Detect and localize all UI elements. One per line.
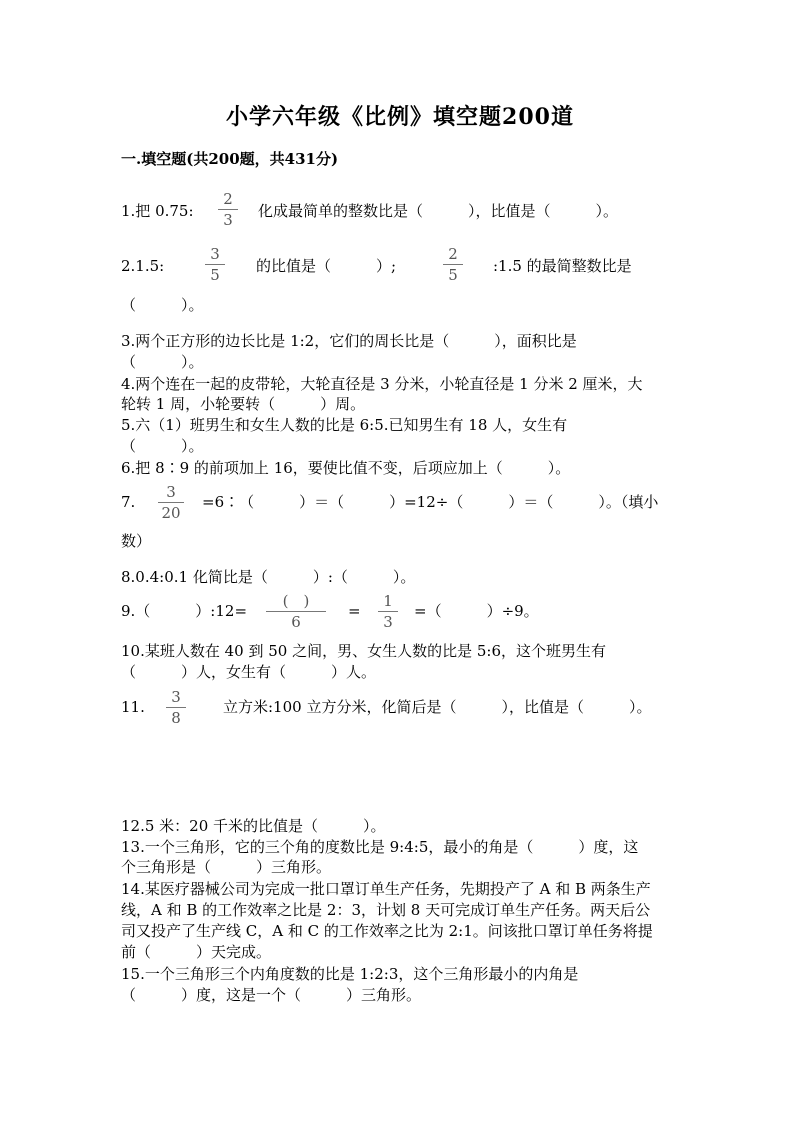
q2-fraction-1-bar xyxy=(205,264,225,265)
q9-fraction-1-denominator: 6 xyxy=(291,613,301,631)
q7-text: =6∶（ ）＝（ ）=12÷（ ）＝（ ）。（填小 xyxy=(202,493,659,511)
q12-line-1: 12.5 米：20 千米的比值是（ ）。 xyxy=(121,817,386,835)
q2-line-2: （ ）。 xyxy=(121,296,204,314)
q1-fraction-denominator: 3 xyxy=(223,211,233,229)
q4-line-1: 4.两个连在一起的皮带轮，大轮直径是 3 分米，小轮直径是 1 分米 2 厘米，大 xyxy=(121,375,643,393)
q7-fraction xyxy=(158,483,184,522)
q14-line-3: 司又投产了生产线 C，A 和 C 的工作效率之比为 2:1。问该批口罩订单任务将提 xyxy=(121,922,653,940)
q14-line-2: 线，A 和 B 的工作效率之比是 2：3，计划 8 天可完成订单生产任务。两天后公 xyxy=(121,901,651,919)
q9-prefix: 9.（ ）:12= xyxy=(121,602,248,620)
q7-fraction-denominator: 20 xyxy=(161,504,181,522)
q13-line-1: 13.一个三角形，它的三个角的度数比是 9:4:5，最小的角是（ ）度，这 xyxy=(121,838,639,856)
q2-fraction-1-denominator: 5 xyxy=(210,266,220,284)
q2-fraction-1 xyxy=(205,245,225,284)
q15-line-1: 15.一个三角形三个内角度数的比是 1:2:3，这个三角形最小的内角是 xyxy=(121,965,579,983)
q1-fraction-numerator: 2 xyxy=(223,190,233,208)
q7-fraction-bar xyxy=(158,502,184,503)
q1-fraction xyxy=(218,190,238,229)
q6-line-1: 6.把 8∶9 的前项加上 16，要使比值不变，后项应加上（ ）。 xyxy=(121,459,571,477)
q11-fraction-numerator: 3 xyxy=(171,688,181,706)
q9-fraction-2-denominator: 3 xyxy=(383,613,393,631)
q9-text: =（ ）÷9。 xyxy=(414,602,539,620)
q9-fraction-2-bar xyxy=(378,611,398,612)
q9-fraction-1-bar xyxy=(266,611,326,612)
q7-line-2: 数） xyxy=(121,532,152,550)
q13-line-2: 个三角形是（ ）三角形。 xyxy=(121,858,332,876)
q2-fraction-2-denominator: 5 xyxy=(448,266,458,284)
q3-line-2: （ ）。 xyxy=(121,353,204,371)
q7-fraction-numerator: 3 xyxy=(166,483,176,501)
q2-prefix: 2.1.5: xyxy=(121,257,165,275)
q10-line-2: （ ）人，女生有（ ）人。 xyxy=(121,663,377,681)
q9-fraction-2 xyxy=(378,592,398,631)
q15-line-2: （ ）度，这是一个（ ）三角形。 xyxy=(121,986,422,1004)
q11-fraction-denominator: 8 xyxy=(171,709,181,727)
q14-line-1: 14.某医疗器械公司为完成一批口罩订单生产任务，先期投产了 A 和 B 两条生产 xyxy=(121,880,651,898)
q4-line-2: 轮转 1 周，小轮要转（ ）周。 xyxy=(121,395,366,413)
q5-line-2: （ ）。 xyxy=(121,437,204,455)
q2-text: :1.5 的最简整数比是 xyxy=(493,257,632,275)
q3-line-1: 3.两个正方形的边长比是 1:2，它们的周长比是（ ），面积比是 xyxy=(121,332,577,350)
q9-fraction-2-numerator: 1 xyxy=(383,592,393,610)
page-title: 小学六年级《比例》填空题200道 xyxy=(226,104,574,130)
q1-text: 化成最简单的整数比是（ ），比值是（ ）。 xyxy=(258,202,619,220)
q1-prefix: 1.把 0.75: xyxy=(121,202,194,220)
q7-prefix: 7. xyxy=(121,493,136,511)
q2-fraction-2-numerator: 2 xyxy=(448,245,458,263)
q5-line-1: 5.六（1）班男生和女生人数的比是 6:5.已知男生有 18 人，女生有 xyxy=(121,416,568,434)
q11-text: 立方米:100 立方分米，化简后是（ ），比值是（ ）。 xyxy=(223,698,652,716)
q11-fraction xyxy=(166,688,186,727)
q2-fraction-2-bar xyxy=(443,264,463,265)
q9-fraction-1 xyxy=(266,592,326,631)
q11-prefix: 11. xyxy=(121,698,145,716)
q10-line-1: 10.某班人数在 40 到 50 之间，男、女生人数的比是 5:6，这个班男生有 xyxy=(121,642,607,660)
q9-equals: = xyxy=(348,602,361,620)
q2-fraction-1-numerator: 3 xyxy=(210,245,220,263)
q2-fraction-2 xyxy=(443,245,463,284)
q14-line-4: 前（ ）天完成。 xyxy=(121,943,272,961)
section-heading: 一.填空题(共200题，共431分) xyxy=(121,150,339,168)
q2-mid: 的比值是（ ）; xyxy=(256,257,397,275)
q9-fraction-1-numerator: ( ) xyxy=(282,592,310,610)
q8-line-1: 8.0.4:0.1 化简比是（ ）:（ ）。 xyxy=(121,568,416,586)
q1-fraction-bar xyxy=(218,209,238,210)
q11-fraction-bar xyxy=(166,707,186,708)
